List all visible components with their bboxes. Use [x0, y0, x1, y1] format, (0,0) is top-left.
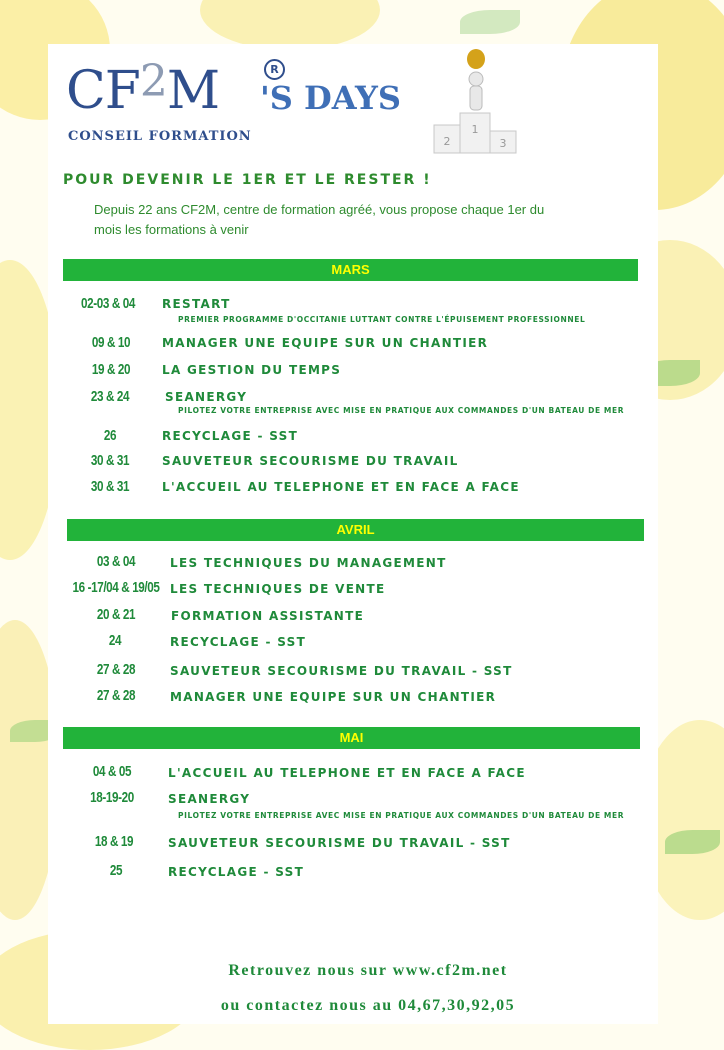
session-title: RECYCLAGE - SST — [162, 429, 299, 443]
podium-number: 3 — [499, 137, 507, 150]
leaf-decoration — [460, 10, 520, 34]
session-date: 25 — [109, 862, 123, 879]
session-date: 18-19-20 — [90, 789, 134, 806]
session-title: MANAGER UNE EQUIPE SUR UN CHANTIER — [162, 336, 489, 350]
session-date: 30 & 31 — [90, 452, 130, 469]
session-title: LES TECHNIQUES DU MANAGEMENT — [170, 556, 447, 570]
logo-days-text: 'S DAYS — [260, 79, 401, 117]
contact-footer — [95, 958, 641, 1024]
podium-trophy-icon — [430, 45, 520, 160]
leaf-decoration — [665, 830, 720, 854]
session-title: SEANERGY — [168, 792, 251, 806]
tagline: POUR DEVENIR LE 1ER ET LE RESTER ! — [63, 172, 432, 188]
session-title: MANAGER UNE EQUIPE SUR UN CHANTIER — [170, 690, 497, 704]
session-date: 03 & 04 — [96, 553, 136, 570]
month-header-mars: MARS — [63, 259, 638, 281]
logo-subtitle: CONSEIL FORMATION — [68, 129, 252, 144]
session-date: 24 — [108, 632, 122, 649]
session-title: SEANERGY — [165, 390, 248, 404]
month-header-mai: MAI — [63, 727, 640, 749]
session-title: SAUVETEUR SECOURISME DU TRAVAIL — [162, 454, 459, 468]
session-date: 26 — [103, 427, 117, 444]
podium-number: 2 — [443, 135, 451, 148]
session-title: RECYCLAGE - SST — [170, 635, 307, 649]
session-title: SAUVETEUR SECOURISME DU TRAVAIL - SST — [168, 836, 511, 850]
session-title: FORMATION ASSISTANTE — [171, 609, 365, 623]
mimosa-flower-decoration — [200, 0, 380, 50]
session-date: 27 & 28 — [96, 661, 136, 678]
website-text: Retrouvez nous sur www.cf2m.net — [228, 962, 508, 979]
phone-text: ou contactez nous au 04,67,30,92,05 — [220, 997, 516, 1014]
session-date: 19 & 20 — [91, 361, 131, 378]
intro-text: Depuis 22 ans CF2M, centre de formation agréé, vous propose chaque 1er du mois les formations à venir — [94, 202, 545, 237]
session-date: 20 & 21 — [96, 606, 136, 623]
session-subtitle: PILOTEZ VOTRE ENTREPRISE AVEC MISE EN PRATIQUE AUX COMMANDES D'UN BATEAU DE MER — [178, 406, 625, 415]
session-subtitle: PILOTEZ VOTRE ENTREPRISE AVEC MISE EN PRATIQUE AUX COMMANDES D'UN BATEAU DE MER — [178, 811, 625, 820]
session-title: L'ACCUEIL AU TELEPHONE ET EN FACE A FACE — [162, 480, 520, 494]
session-date: 27 & 28 — [96, 687, 136, 704]
logo-wordmark: $CF^2M$ — [66, 56, 220, 121]
session-title: RECYCLAGE - SST — [168, 865, 305, 879]
session-date: 23 & 24 — [90, 388, 130, 405]
session-date: 16 -17/04 & 19/05 — [72, 579, 160, 596]
session-date: 04 & 05 — [92, 763, 132, 780]
session-date: 09 & 10 — [91, 334, 131, 351]
month-header-avril: AVRIL — [67, 519, 644, 541]
podium-number: 1 — [471, 123, 479, 136]
session-title: RESTART — [162, 297, 231, 311]
session-title: SAUVETEUR SECOURISME DU TRAVAIL - SST — [170, 664, 513, 678]
session-date: 02-03 & 04 — [81, 295, 135, 312]
session-date: 30 & 31 — [90, 478, 130, 495]
cf2m-logo — [62, 55, 422, 155]
session-subtitle: PREMIER PROGRAMME D'OCCITANIE LUTTANT CONTRE L'ÉPUISEMENT PROFESSIONNEL — [178, 315, 586, 324]
registered-mark-icon: R — [264, 59, 285, 80]
session-title: L'ACCUEIL AU TELEPHONE ET EN FACE A FACE — [168, 766, 526, 780]
session-title: LES TECHNIQUES DE VENTE — [170, 582, 386, 596]
session-title: LA GESTION DU TEMPS — [162, 363, 342, 377]
session-date: 18 & 19 — [94, 833, 134, 850]
